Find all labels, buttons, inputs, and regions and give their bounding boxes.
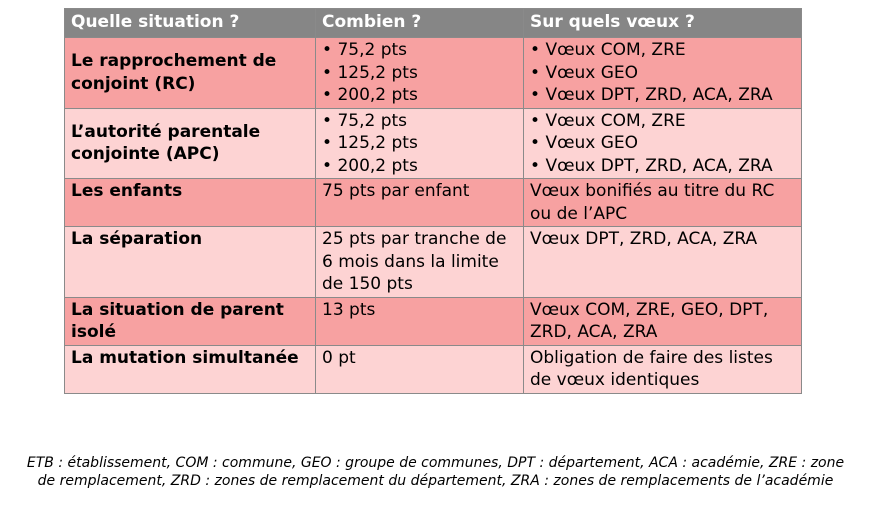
- situation-cell: La séparation: [65, 227, 316, 298]
- table-row: [65, 345, 802, 393]
- list-item: • Vœux COM, ZRE: [530, 39, 798, 62]
- voeux-list: [530, 110, 798, 178]
- points-list: [322, 39, 520, 107]
- abbreviations-footnote: ETB : établissement, COM : commune, GEO : groupe de communes, DPT : département, ACA : académie, ZRE : zone de remplacement, ZRD : zones de remplacement du département, ZRA : zones de remplacements de l’académie: [26, 455, 845, 489]
- points-cell: 0 pt: [316, 345, 524, 393]
- list-item: • 125,2 pts: [322, 132, 520, 155]
- points-cell: [316, 108, 524, 179]
- points-cell: 25 pts par tranche de 6 mois dans la limite de 150 pts: [316, 227, 524, 298]
- list-item: • Vœux DPT, ZRD, ACA, ZRA: [530, 84, 798, 107]
- table-row: [65, 38, 802, 109]
- list-item: • 75,2 pts: [322, 39, 520, 62]
- situation-cell: Les enfants: [65, 179, 316, 227]
- table-header-row: [65, 9, 802, 38]
- list-item: • 200,2 pts: [322, 155, 520, 178]
- list-item: • Vœux DPT, ZRD, ACA, ZRA: [530, 155, 798, 178]
- list-item: • Vœux GEO: [530, 62, 798, 85]
- points-list: [322, 110, 520, 178]
- list-item: • Vœux GEO: [530, 132, 798, 155]
- voeux-cell: Vœux bonifiés au titre du RC ou de l’APC: [524, 179, 802, 227]
- points-cell: [316, 38, 524, 109]
- situation-cell: La mutation simultanée: [65, 345, 316, 393]
- header-combien: Combien ?: [316, 9, 524, 38]
- table-row: [65, 108, 802, 179]
- voeux-cell: Vœux COM, ZRE, GEO, DPT, ZRD, ACA, ZRA: [524, 297, 802, 345]
- points-cell: 75 pts par enfant: [316, 179, 524, 227]
- list-item: • 125,2 pts: [322, 62, 520, 85]
- voeux-cell: Obligation de faire des listes de vœux identiques: [524, 345, 802, 393]
- situation-cell: Le rapprochement de conjoint (RC): [65, 38, 316, 109]
- list-item: • 75,2 pts: [322, 110, 520, 133]
- table-row: [65, 297, 802, 345]
- voeux-list: [530, 39, 798, 107]
- bonus-points-table: [64, 8, 802, 394]
- table-row: [65, 227, 802, 298]
- table-row: [65, 179, 802, 227]
- list-item: • 200,2 pts: [322, 84, 520, 107]
- points-cell: 13 pts: [316, 297, 524, 345]
- situation-cell: La situation de parent isolé: [65, 297, 316, 345]
- voeux-cell: [524, 108, 802, 179]
- header-voeux: Sur quels vœux ?: [524, 9, 802, 38]
- voeux-cell: Vœux DPT, ZRD, ACA, ZRA: [524, 227, 802, 298]
- situation-cell: L’autorité parentale conjointe (APC): [65, 108, 316, 179]
- voeux-cell: [524, 38, 802, 109]
- header-situation: Quelle situation ?: [65, 9, 316, 38]
- list-item: • Vœux COM, ZRE: [530, 110, 798, 133]
